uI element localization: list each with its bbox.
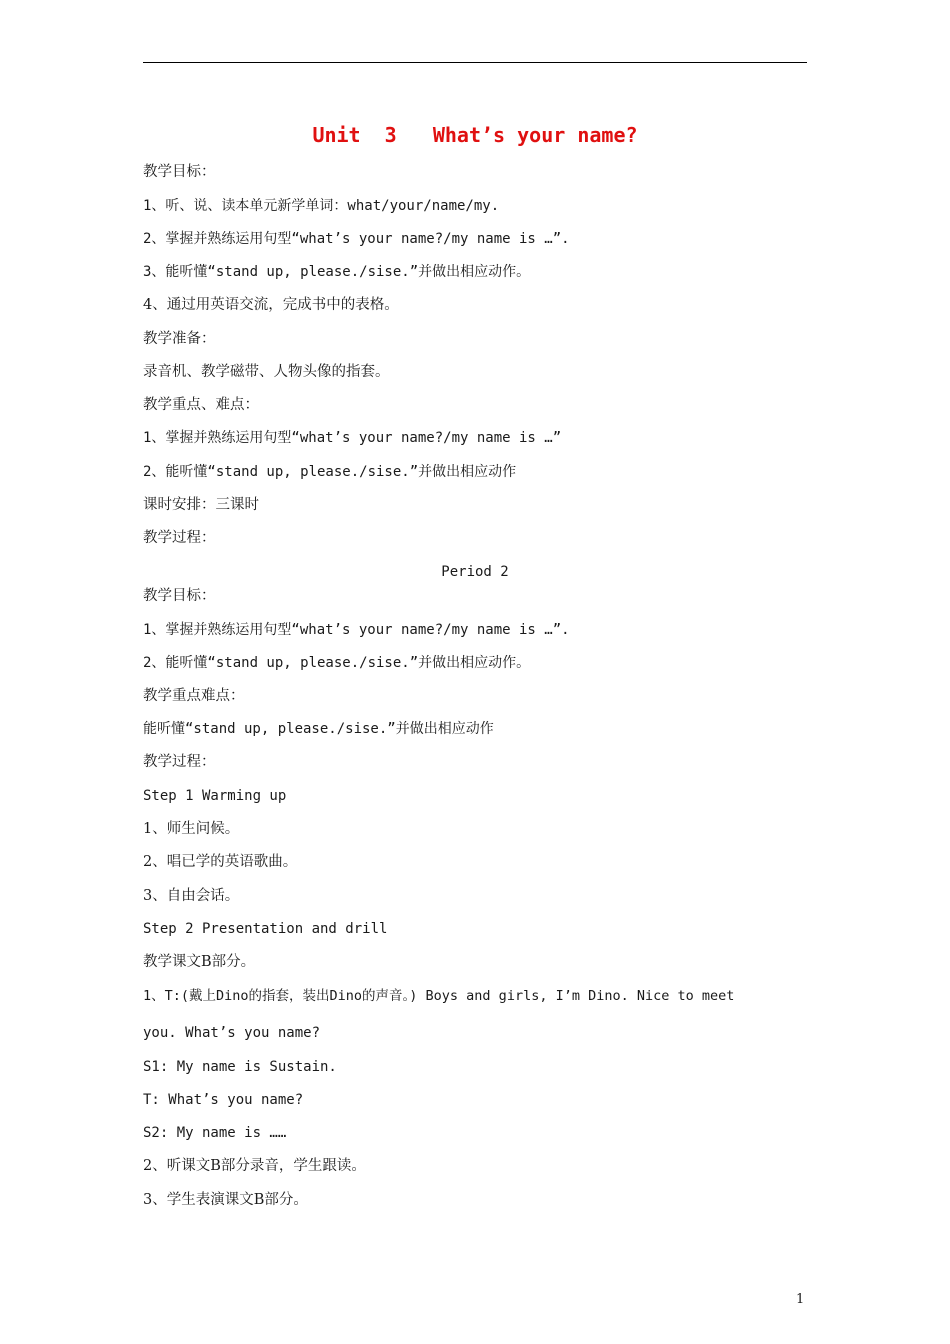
document-title: Unit 3 What’s your name? (312, 123, 638, 147)
dialogue-line-3: S1: My name is Sustain. (143, 1059, 337, 1075)
objective-item-3: 3、能听懂“stand up, please./sise.”并做出相应动作。 (143, 264, 531, 280)
key-point-item-2: 2、能听懂“stand up, please./sise.”并做出相应动作 (143, 464, 517, 480)
key-point-item-1: 1、掌握并熟练运用句型“what’s your name?/my name is …” (143, 430, 562, 446)
step-1-item-2: 2、唱已学的英语歌曲。 (143, 854, 298, 870)
dialogue-line-2: you. What’s you name? (143, 1025, 321, 1041)
key-difficulty-text: 能听懂“stand up, please./sise.”并做出相应动作 (143, 721, 494, 737)
step-2-item-2: 2、听课文B部分录音，学生跟读。 (143, 1158, 366, 1174)
dialogue-line-1: 1、T:(戴上Dino的指套，装出Dino的声音。) Boys and girls, I’m Dino. Nice to meet (143, 988, 735, 1004)
step-2-heading: Step 2 Presentation and drill (143, 921, 388, 937)
header-rule (143, 62, 807, 63)
step-2-item-3: 3、学生表演课文B部分。 (143, 1192, 308, 1208)
dialogue-line-4: T: What’s you name? (143, 1092, 304, 1108)
schedule-text: 课时安排：三课时 (143, 497, 259, 513)
period-heading: Period 2 (441, 564, 509, 580)
objective-item-4: 4、通过用英语交流，完成书中的表格。 (143, 297, 399, 313)
step-1-heading: Step 1 Warming up (143, 788, 287, 804)
section-heading-objectives: 教学目标： (143, 164, 216, 180)
step-1-item-1: 1、师生问候。 (143, 821, 240, 837)
page-number: 1 (796, 1292, 805, 1307)
section-heading-preparation: 教学准备： (143, 331, 216, 347)
dialogue-line-5: S2: My name is …… (143, 1125, 287, 1141)
section-heading-key-difficulty: 教学重点难点： (143, 688, 245, 704)
objective-item-2: 2、掌握并熟练运用句型“what’s your name?/my name is …”. (143, 231, 570, 247)
preparation-text: 录音机、教学磁带、人物头像的指套。 (143, 364, 390, 380)
section-heading-key-points: 教学重点、难点： (143, 397, 259, 413)
section-heading-process-p2: 教学过程： (143, 754, 216, 770)
objective-p2-item-1: 1、掌握并熟练运用句型“what’s your name?/my name is …”. (143, 622, 570, 638)
section-heading-objectives-p2: 教学目标： (143, 588, 216, 604)
section-heading-process: 教学过程： (143, 530, 216, 546)
step-2-intro: 教学课文B部分。 (143, 954, 256, 970)
step-1-item-3: 3、自由会话。 (143, 888, 240, 904)
objective-p2-item-2: 2、能听懂“stand up, please./sise.”并做出相应动作。 (143, 655, 531, 671)
objective-item-1: 1、听、说、读本单元新学单词：what/your/name/my. (143, 198, 500, 214)
